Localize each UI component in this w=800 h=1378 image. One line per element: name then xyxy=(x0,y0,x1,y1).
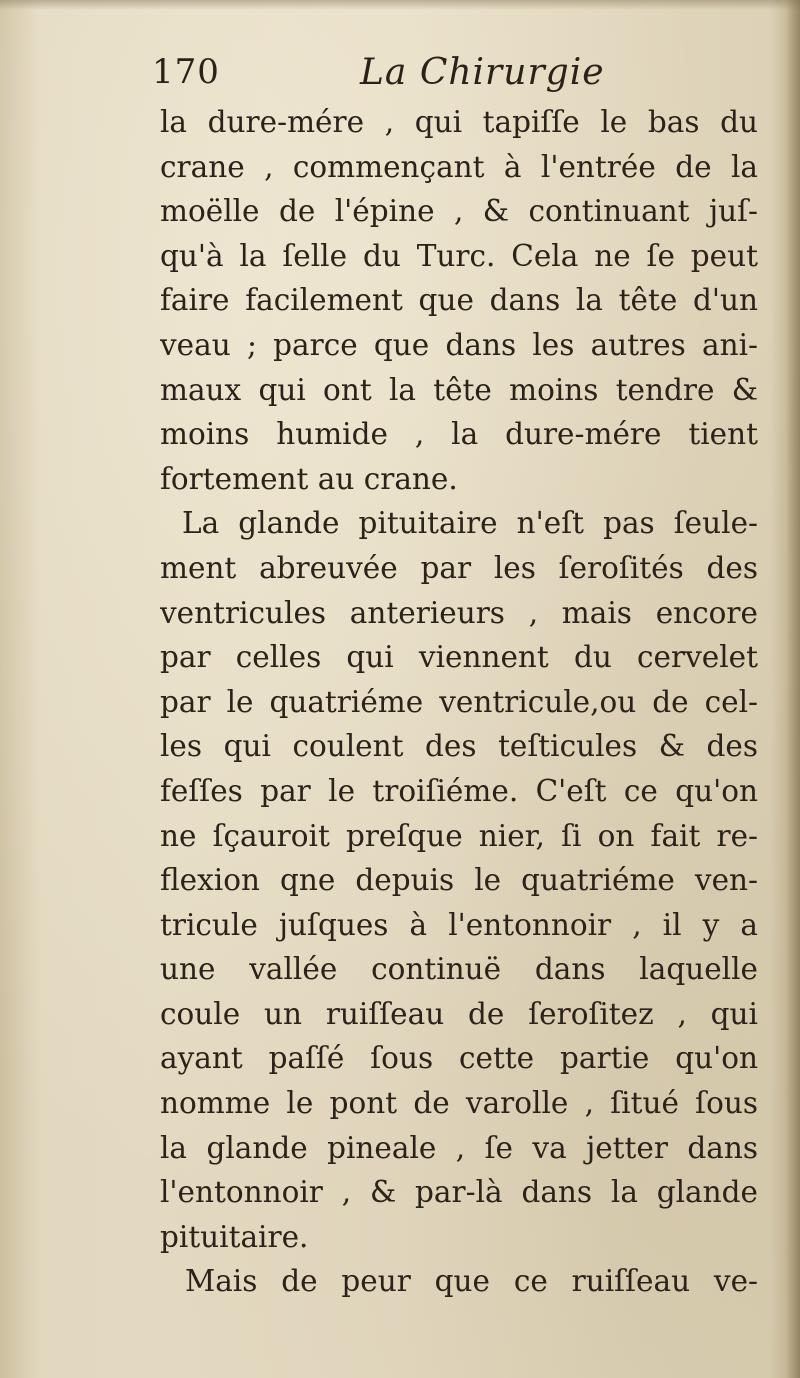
text-line: l'entonnoir , & par-là dans la glande xyxy=(160,1175,758,1210)
text-line: ne ſçauroit preſque nier, ſi on fait re- xyxy=(160,818,758,853)
text-line: la glande pineale , ſe va jetter dans xyxy=(160,1130,758,1165)
text-line: la dure-mére , qui tapiſſe le bas du xyxy=(160,105,758,139)
text-line: pituitaire. xyxy=(160,1219,309,1254)
text-line: moins humide , la dure-mére tient xyxy=(160,417,758,452)
paragraph-start-line: Mais de peur que ce ruiſſeau ve- xyxy=(185,1264,758,1299)
text-line: moëlle de l'épine , & continuant juſ- xyxy=(160,194,758,229)
text-line: crane , commençant à l'entrée de la xyxy=(160,149,758,184)
body-text xyxy=(160,100,758,1304)
text-line: les qui coulent des teſticules & des xyxy=(160,729,758,764)
text-line: feſſes par le troiſiéme. C'eſt ce qu'on xyxy=(160,773,758,808)
text-line: une vallée continuë dans laquelle xyxy=(160,952,758,987)
paragraph-start-line: La glande pituitaire n'eſt pas ſeule- xyxy=(182,506,758,541)
page-gutter-shadow xyxy=(786,0,800,1378)
page-number: 170 xyxy=(152,52,220,92)
text-line: flexion qne depuis le quatriéme ven- xyxy=(160,863,758,898)
page-top-shadow xyxy=(0,0,800,10)
text-line: tricule juſques à l'entonnoir , il y a xyxy=(160,907,758,942)
text-line: maux qui ont la tête moins tendre & xyxy=(160,372,758,407)
text-line: ventricules anterieurs , mais encore xyxy=(160,595,758,630)
page-header xyxy=(152,52,752,100)
text-line: coule un ruiſſeau de ſeroſitez , qui xyxy=(160,996,758,1031)
text-line: qu'à la ſelle du Turc. Cela ne ſe peut xyxy=(160,238,758,273)
text-line: nomme le pont de varolle , ſitué ſous xyxy=(160,1086,758,1121)
text-line: veau ; parce que dans les autres ani- xyxy=(160,327,758,362)
text-line: faire facilement que dans la tête d'un xyxy=(160,283,758,318)
text-line: par celles qui viennent du cervelet xyxy=(160,640,758,675)
text-line: ayant paſſé ſous cette partie qu'on xyxy=(160,1041,758,1076)
text-line: fortement au crane. xyxy=(160,461,458,496)
text-line: par le quatriéme ventricule,ou de cel- xyxy=(160,684,758,719)
text-line: ment abreuvée par les ſeroſités des xyxy=(160,550,758,585)
running-head: La Chirurgie xyxy=(360,52,605,93)
